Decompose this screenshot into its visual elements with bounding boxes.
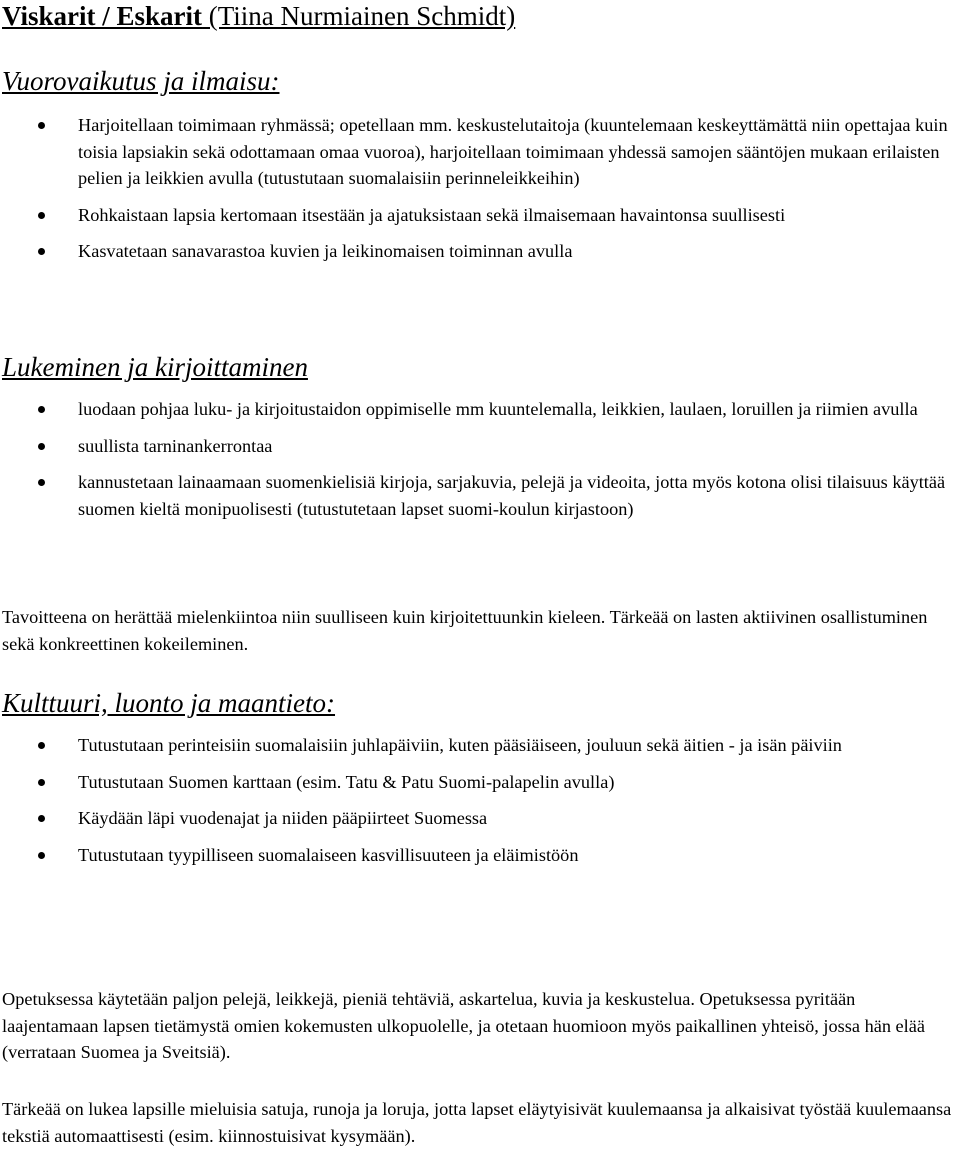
title-author: (Tiina Nurmiainen Schmidt) <box>202 1 516 31</box>
list-item: Kasvatetaan sanavarastoa kuvien ja leikinomaisen toiminnan avulla <box>2 238 956 265</box>
title-main: Viskarit / Eskarit <box>2 1 203 31</box>
list-item: Tutustutaan perinteisiin suomalaisiin juhlapäiviin, kuten pääsiäiseen, jouluun sekä äitien - ja isän päiviin <box>2 732 956 759</box>
section-heading-vuorovaikutus: Vuorovaikutus ja ilmaisu: <box>2 66 280 96</box>
section-heading-kulttuuri: Kulttuuri, luonto ja maantieto: <box>2 688 336 718</box>
list-item: Käydään läpi vuodenajat ja niiden pääpiirteet Suomessa <box>2 805 956 832</box>
lukeminen-paragraph: Tavoitteena on herättää mielenkiintoa niin suulliseen kuin kirjoitettuunkin kieleen. Tärkeää on lasten aktiivinen osallistuminen sekä konkreettinen kokeileminen. <box>2 607 928 654</box>
list-item: luodaan pohjaa luku- ja kirjoitustaidon oppimiselle mm kuuntelemalla, leikkien, laulaen, loruillen ja riimien avulla <box>2 396 956 423</box>
bullet-list-kulttuuri <box>2 732 956 878</box>
section-heading-lukeminen: Lukeminen ja kirjoittaminen <box>2 352 308 382</box>
list-item: kannustetaan lainaamaan suomenkielisiä kirjoja, sarjakuvia, pelejä ja videoita, jotta myös kotona olisi tilaisuus käyttää suomen kieltä monipuolisesti (tutustutetaan lapset suomi-koulun kirjastoon) <box>2 469 956 522</box>
page-title <box>2 0 515 33</box>
list-item: Rohkaistaan lapsia kertomaan itsestään ja ajatuksistaan sekä ilmaisemaan havaintonsa suullisesti <box>2 202 956 229</box>
list-item: suullista tarninankerrontaa <box>2 433 956 460</box>
bullet-list-lukeminen <box>2 396 956 532</box>
closing-paragraph-1: Opetuksessa käytetään paljon pelejä, leikkejä, pieniä tehtäviä, askartelua, kuvia ja keskustelua. Opetuksessa pyritään laajentamaan lapsen tietämystä omien kokemusten ulkopuolelle, ja otetaan huomioon myös paikallinen yhteisö, jossa hän elää (verrataan Suomea ja Sveitsiä). <box>2 989 925 1062</box>
bullet-list-vuorovaikutus <box>2 112 956 275</box>
list-item: Tutustutaan Suomen karttaan (esim. Tatu & Patu Suomi-palapelin avulla) <box>2 769 956 796</box>
closing-paragraph-2: Tärkeää on lukea lapsille mieluisia satuja, runoja ja loruja, jotta lapset eläytyisivät kuulemaansa ja alkaisivat työstää kuulemaansa tekstiä automaattisesti (esim. kiinnostuisivat kysymään). <box>2 1099 952 1146</box>
list-item: Harjoitellaan toimimaan ryhmässä; opetellaan mm. keskustelutaitoja (kuuntelemaan keskeyttämättä niin opettajaa kuin toisia lapsiakin sekä odottamaan omaa vuoroa), harjoitellaan toimimaan yhdessä samojen sääntöjen mukaan erilaisten pelien ja leikkien avulla (tutustutaan suomalaisiin perinneleikkeihin) <box>2 112 956 192</box>
list-item: Tutustutaan tyypilliseen suomalaiseen kasvillisuuteen ja eläimistöön <box>2 842 956 869</box>
